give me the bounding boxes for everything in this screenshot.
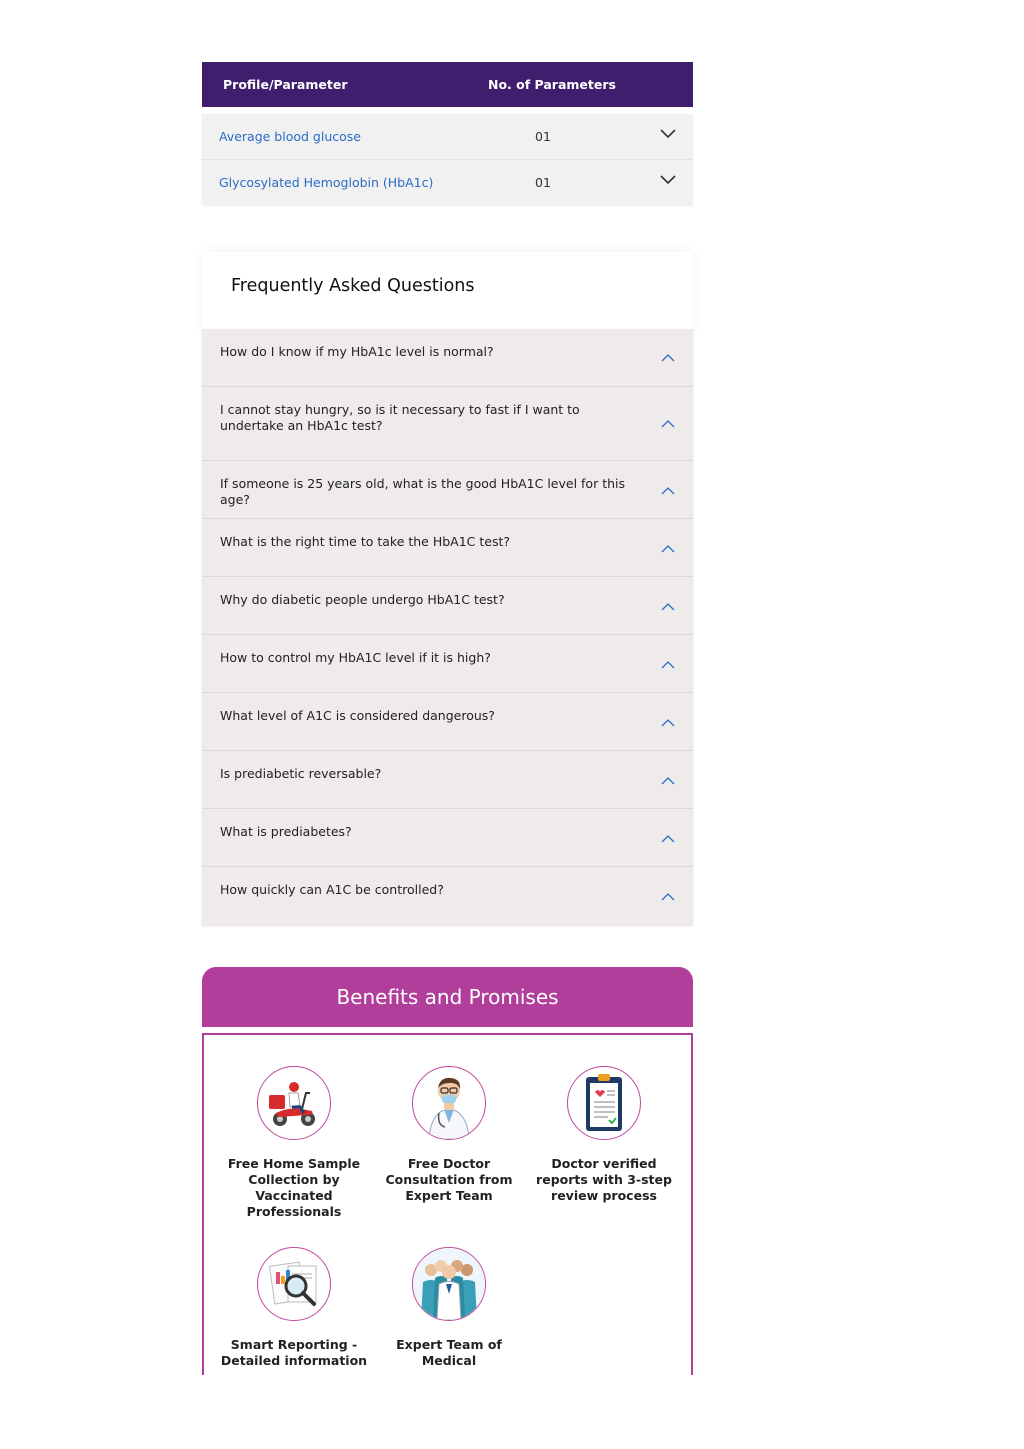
parameter-count: 01: [535, 175, 551, 190]
clipboard-report-icon: [567, 1066, 641, 1140]
benefit-item: [217, 1247, 371, 1369]
parameter-name-link[interactable]: Average blood glucose: [219, 129, 361, 144]
chevron-up-icon[interactable]: [661, 892, 675, 901]
benefit-label: Doctor verified reports with 3-step review process: [536, 1156, 672, 1203]
faq-question: Why do diabetic people undergo HbA1C test?: [220, 592, 505, 607]
faq-question: I cannot stay hungry, so is it necessary to fast if I want to undertake an HbA1c test?: [220, 402, 580, 433]
faq-question: How to control my HbA1C level if it is high?: [220, 650, 491, 665]
chevron-up-icon[interactable]: [661, 660, 675, 669]
parameter-row[interactable]: [202, 114, 693, 160]
faq-item[interactable]: [202, 693, 693, 751]
parameter-name-link[interactable]: Glycosylated Hemoglobin (HbA1c): [219, 175, 434, 190]
faq-question: What is prediabetes?: [220, 824, 352, 839]
faq-question: How do I know if my HbA1c level is normal?: [220, 344, 494, 359]
faq-header-card: [202, 252, 693, 329]
faq-item[interactable]: [202, 329, 693, 387]
faq-question: What is the right time to take the HbA1C test?: [220, 534, 511, 549]
faq-title: Frequently Asked Questions: [231, 276, 475, 296]
faq-question: If someone is 25 years old, what is the good HbA1C level for this age?: [220, 476, 626, 507]
benefit-item: [217, 1066, 371, 1220]
doctor-icon: [412, 1066, 486, 1140]
chevron-up-icon[interactable]: [661, 834, 675, 843]
faq-question: What level of A1C is considered dangerous?: [220, 708, 495, 723]
scooter-delivery-icon: [257, 1066, 331, 1140]
benefits-title: Benefits and Promises: [202, 967, 693, 1027]
parameter-table: [202, 62, 693, 205]
faq-item[interactable]: [202, 461, 693, 519]
benefit-label: Smart Reporting - Detailed information: [220, 1337, 368, 1368]
benefit-label: Free Home Sample Collection by Vaccinated Professionals: [227, 1156, 361, 1219]
parameter-table-header: [202, 62, 693, 107]
parameter-count: 01: [535, 129, 551, 144]
benefit-label: Expert Team of Medical: [396, 1337, 502, 1368]
chevron-up-icon[interactable]: [661, 419, 675, 428]
chevron-up-icon[interactable]: [661, 776, 675, 785]
medical-team-icon: [412, 1247, 486, 1321]
chevron-down-icon[interactable]: [660, 173, 676, 185]
faq-list: [202, 329, 693, 925]
chevron-up-icon[interactable]: [661, 718, 675, 727]
faq-question: Is prediabetic reversable?: [220, 766, 382, 781]
faq-item[interactable]: [202, 867, 693, 925]
chevron-up-icon[interactable]: [661, 602, 675, 611]
benefit-label: Free Doctor Consultation from Expert Team: [385, 1156, 513, 1203]
chevron-down-icon[interactable]: [660, 127, 676, 139]
faq-item[interactable]: [202, 635, 693, 693]
faq-item[interactable]: [202, 387, 693, 461]
benefit-item: [527, 1066, 681, 1204]
faq-item[interactable]: [202, 519, 693, 577]
faq-item[interactable]: [202, 751, 693, 809]
chevron-up-icon[interactable]: [661, 486, 675, 495]
benefit-item: [372, 1066, 526, 1204]
benefit-item: [372, 1247, 526, 1369]
parameter-table-body: [202, 114, 693, 205]
faq-item[interactable]: [202, 809, 693, 867]
benefits-panel: [202, 1033, 693, 1375]
magnifier-report-icon: [257, 1247, 331, 1321]
chevron-up-icon[interactable]: [661, 544, 675, 553]
parameter-row[interactable]: [202, 160, 693, 205]
faq-item[interactable]: [202, 577, 693, 635]
column-header-profile: Profile/Parameter: [223, 77, 348, 92]
chevron-up-icon[interactable]: [661, 353, 675, 362]
column-header-count: No. of Parameters: [488, 77, 616, 92]
faq-question: How quickly can A1C be controlled?: [220, 882, 444, 897]
